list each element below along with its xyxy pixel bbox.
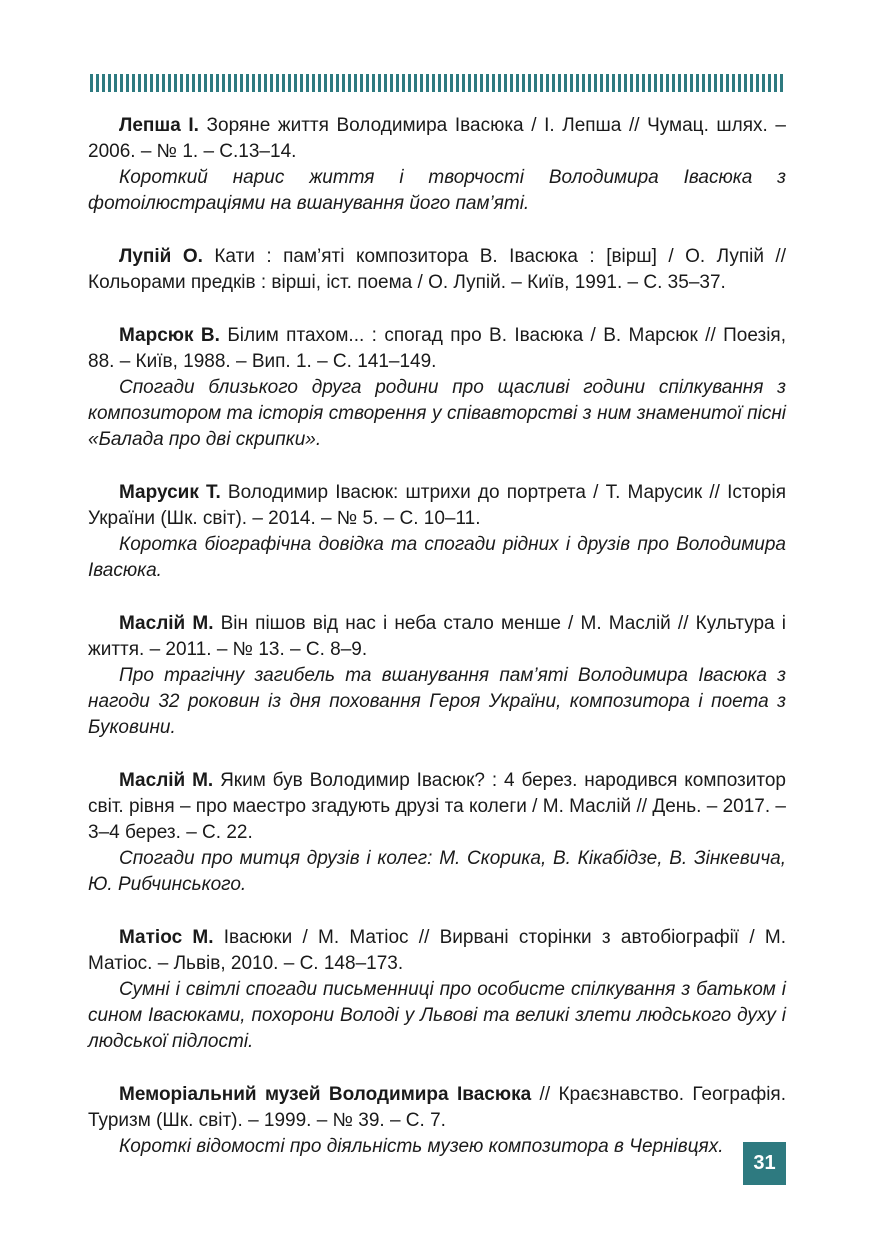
entry-author: Матіос М. [119,927,214,948]
entry-citation [88,244,786,296]
entry-citation [88,611,786,663]
bibliography-entry [88,113,786,217]
entry-source: Зоряне життя Володимира Івасюка / І. Лепша // Чумац. шлях. – 2006. – № 1. – С.13–14. [88,115,786,162]
entry-source: Володимир Івасюк: штрихи до портрета / Т. Марусик // Історія України (Шк. світ). – 2014. – № 5. – С. 10–11. [88,482,786,529]
entry-annotation: Спогади близького друга родини про щасливі години спілкування з композитором та історія створення у співавторстві з ним знаменитої пісні «Балада про дві скрипки». [88,377,786,450]
bibliography-entry [88,323,786,453]
entry-author: Лупій О. [119,246,203,267]
entry-citation [88,925,786,977]
entry-author: Маслій М. [119,613,214,634]
entry-source: Білим птахом... : спогад про В. Івасюка / В. Марсюк // Поезія, 88. – Київ, 1988. – Вип. 1. – С. 141–149. [88,325,786,372]
entry-citation [88,480,786,532]
bibliography-list [88,113,786,1187]
entry-annotation: Коротка біографічна довідка та спогади рідних і друзів про Володимира Івасюка. [88,534,786,581]
entry-annotation: Короткий нарис життя і творчості Володимира Івасюка з фотоілюстраціями на вшанування його пам’яті. [88,167,786,214]
bibliography-entry [88,1082,786,1160]
bibliography-entry [88,925,786,1055]
bibliography-entry [88,244,786,296]
entry-source: Він пішов від нас і неба стало менше / М. Маслій // Культура і життя. – 2011. – № 13. – С. 8–9. [88,613,786,660]
bibliography-entry [88,611,786,741]
entry-annotation: Сумні і світлі спогади письменниці про особисте спілкування з батьком і сином Івасюками, похорони Володі у Львові та великі злети людського духу і людської підлості. [88,979,786,1052]
entry-source: Кати : пам’яті композитора В. Івасюка : [вірш] / О. Лупій // Кольорами предків : вірші, іст. поема / О. Лупій. – Київ, 1991. – С. 35–37. [88,246,786,293]
entry-citation [88,1082,786,1134]
entry-author: Маслій М. [119,770,214,791]
entry-source: // Краєзнавство. Географія. Туризм (Шк. світ). – 1999. – № 39. – С. 7. [88,1084,786,1131]
entry-author: Марусик Т. [119,482,221,503]
entry-source: Яким був Володимир Івасюк? : 4 берез. народився композитор світ. рівня – про маестро згадують друзі та колеги / М. Маслій // День. – 2017. – 3–4 берез. – С. 22. [88,770,787,843]
bibliography-entry [88,480,786,584]
entry-annotation: Короткі відомості про діяльність музею композитора в Чернівцях. [119,1136,724,1157]
entry-annotation: Спогади про митця друзів і колег: М. Скорика, В. Кікабідзе, В. Зінкевича, Ю. Рибчинського. [88,848,786,895]
entry-citation [88,113,786,165]
entry-author: Меморіальний музей Володимира Івасюка [119,1084,532,1105]
entry-author: Лепша І. [119,115,199,136]
entry-source: Івасюки / М. Матіос // Вирвані сторінки з автобіографії / М. Матіос. – Львів, 2010. – С. 148–173. [88,927,786,974]
decorative-top-rule [90,74,786,92]
entry-annotation: Про трагічну загибель та вшанування пам’яті Володимира Івасюка з нагоди 32 роковин із дня поховання Героя України, композитора і поета з Буковини. [88,665,786,738]
page-number: 31 [743,1142,786,1185]
entry-citation [88,323,786,375]
entry-author: Марсюк В. [119,325,220,346]
bibliography-entry [88,768,786,898]
entry-citation [88,768,786,846]
